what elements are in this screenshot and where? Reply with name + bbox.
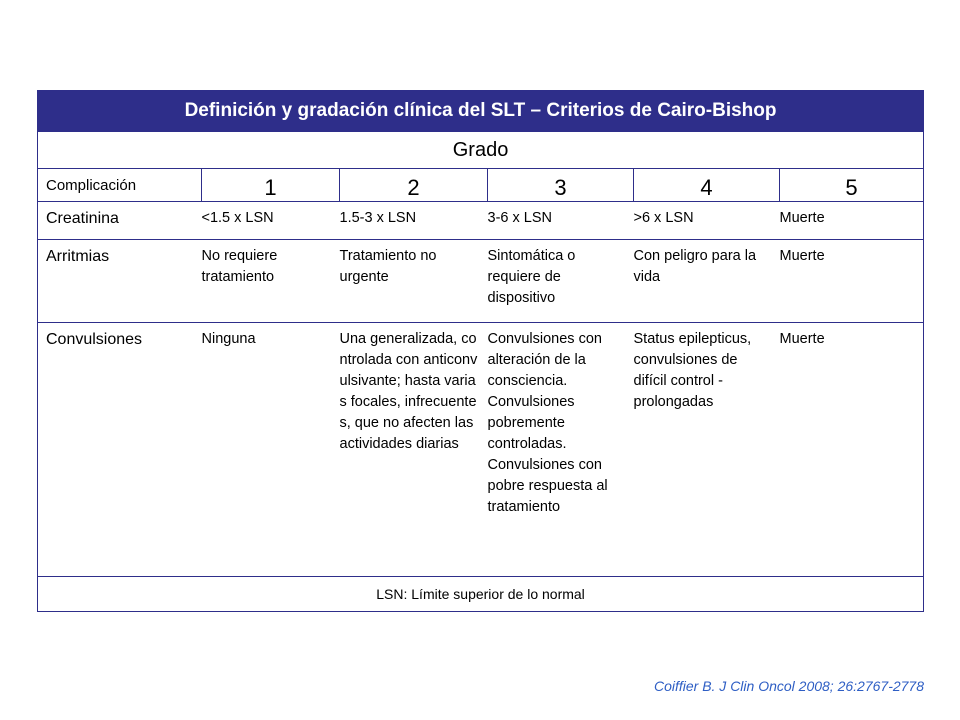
- convulsiones-grade-5: Muerte: [780, 323, 924, 577]
- arritmias-grade-1: No requiere tratamiento: [202, 240, 340, 323]
- table-footnote: LSN: Límite superior de lo normal: [38, 577, 924, 612]
- convulsiones-grade-3: Convulsiones con alteración de la consciencia. Convulsiones pobremente controladas. Convulsiones con pobre respuesta al tratamiento: [488, 323, 634, 577]
- complicacion-label: Complicación: [38, 169, 202, 202]
- arritmias-grade-4: Con peligro para la vida: [634, 240, 780, 323]
- row-convulsiones: [38, 323, 924, 577]
- citation: Coiffier B. J Clin Oncol 2008; 26:2767-2778: [653, 678, 924, 694]
- creatinina-grade-5: Muerte: [780, 202, 924, 240]
- grade-3: 3: [488, 169, 634, 202]
- table-title: Definición y gradación clínica del SLT – Criterios de Cairo-Bishop: [38, 91, 924, 132]
- creatinina-grade-2: 1.5-3 x LSN: [340, 202, 488, 240]
- grade-1: 1: [202, 169, 340, 202]
- criteria-table-wrapper: [37, 90, 923, 612]
- convulsiones-grade-4: Status epilepticus, convulsiones de difícil control - prolongadas: [634, 323, 780, 577]
- row-label-arritmias: Arritmias: [38, 240, 202, 323]
- convulsiones-grade-2: Una generalizada, controlada con anticonvulsivante; hasta varias focales, infrecuentes, que no afecten las actividades diarias: [340, 323, 488, 577]
- row-label-convulsiones: Convulsiones: [38, 323, 202, 577]
- row-creatinina: [38, 202, 924, 240]
- creatinina-grade-1: <1.5 x LSN: [202, 202, 340, 240]
- grade-4: 4: [634, 169, 780, 202]
- convulsiones-grade-1: Ninguna: [202, 323, 340, 577]
- grade-5: 5: [780, 169, 924, 202]
- arritmias-grade-2: Tratamiento no urgente: [340, 240, 488, 323]
- grades-row: [38, 169, 924, 202]
- grado-header: Grado: [38, 132, 924, 169]
- row-label-creatinina: Creatinina: [38, 202, 202, 240]
- arritmias-grade-5: Muerte: [780, 240, 924, 323]
- grade-2: 2: [340, 169, 488, 202]
- arritmias-grade-3: Sintomática o requiere de dispositivo: [488, 240, 634, 323]
- cairo-bishop-table: [37, 90, 924, 612]
- row-arritmias: [38, 240, 924, 323]
- creatinina-grade-4: >6 x LSN: [634, 202, 780, 240]
- creatinina-grade-3: 3-6 x LSN: [488, 202, 634, 240]
